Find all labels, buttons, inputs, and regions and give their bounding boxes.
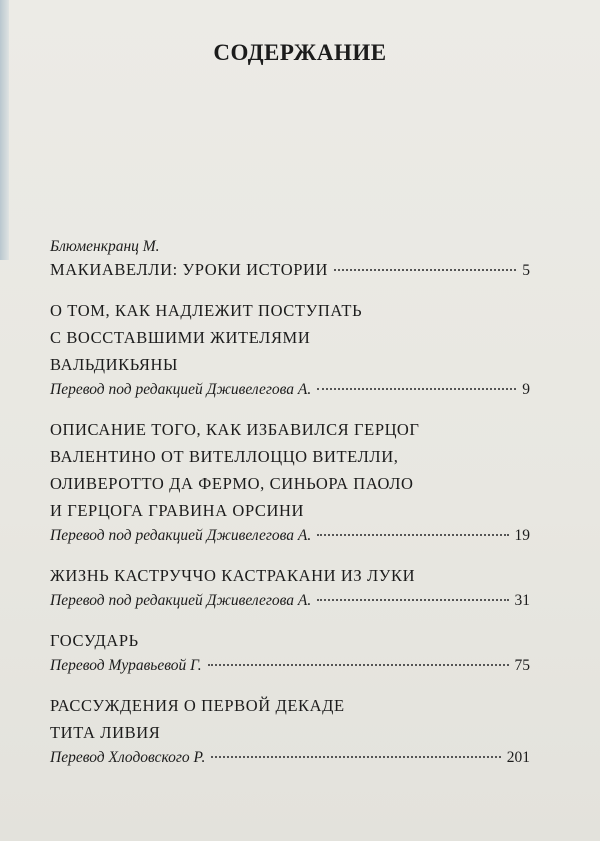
entry-row <box>50 258 530 283</box>
entry-title-line: О ТОМ, КАК НАДЛЕЖИТ ПОСТУПАТЬ <box>50 301 363 320</box>
entry-title-line: ЖИЗНЬ КАСТРУЧЧО КАСТРАКАНИ ИЗ ЛУКИ <box>50 566 416 585</box>
entry-title-line: ТИТА ЛИВИЯ <box>50 723 161 742</box>
entry-translator: Перевод под редакцией Дживелегова А. <box>50 592 312 609</box>
entry-row <box>50 654 530 678</box>
toc-entry <box>50 562 530 613</box>
entry-title-line: И ГЕРЦОГА ГРАВИНА ОРСИНИ <box>50 501 305 520</box>
page-number: 9 <box>522 381 530 398</box>
entry-translator: Перевод Муравьевой Г. <box>50 657 202 674</box>
entry-title-line: ГОСУДАРЬ <box>50 631 139 650</box>
dot-leader <box>317 534 508 536</box>
entry-title: МАКИАВЕЛЛИ: УРОКИ ИСТОРИИ <box>50 260 329 279</box>
toc-entry <box>50 236 530 283</box>
entry-translator: Перевод Хлодовского Р. <box>50 749 206 766</box>
toc-entry <box>50 627 530 678</box>
entry-title-line: ОПИСАНИЕ ТОГО, КАК ИЗБАВИЛСЯ ГЕРЦОГ <box>50 420 420 439</box>
entry-row <box>50 524 530 548</box>
page-number: 5 <box>522 262 530 279</box>
entry-title-line: ОЛИВЕРОТТО ДА ФЕРМО, СИНЬОРА ПАОЛО <box>50 474 414 493</box>
entry-row <box>50 589 530 613</box>
entry-row <box>50 746 530 770</box>
dot-leader <box>334 269 516 271</box>
entry-title-line: РАССУЖДЕНИЯ О ПЕРВОЙ ДЕКАДЕ <box>50 696 345 715</box>
page-number: 75 <box>514 657 530 674</box>
dot-leader <box>317 388 516 390</box>
toc-entry <box>50 416 530 548</box>
page-number: 31 <box>514 592 530 609</box>
toc-entry <box>50 297 530 402</box>
entry-title-line: ВАЛЬДИКЬЯНЫ <box>50 355 179 374</box>
page-title: СОДЕРЖАНИЕ <box>213 40 387 65</box>
table-of-contents <box>50 236 530 784</box>
entry-author: Блюменкранц М. <box>50 238 160 255</box>
entry-title-line: ВАЛЕНТИНО ОТ ВИТЕЛЛОЦЦО ВИТЕЛЛИ, <box>50 447 399 466</box>
dot-leader <box>211 756 500 758</box>
page-number: 19 <box>514 527 530 544</box>
toc-entry <box>50 692 530 770</box>
page-number: 201 <box>506 749 530 766</box>
dot-leader <box>208 664 509 666</box>
dot-leader <box>317 599 508 601</box>
entry-row <box>50 378 530 402</box>
page-edge <box>0 0 9 260</box>
entry-translator: Перевод под редакцией Дживелегова А. <box>50 527 312 544</box>
entry-translator: Перевод под редакцией Дживелегова А. <box>50 381 312 398</box>
entry-title-line: С ВОССТАВШИМИ ЖИТЕЛЯМИ <box>50 328 311 347</box>
